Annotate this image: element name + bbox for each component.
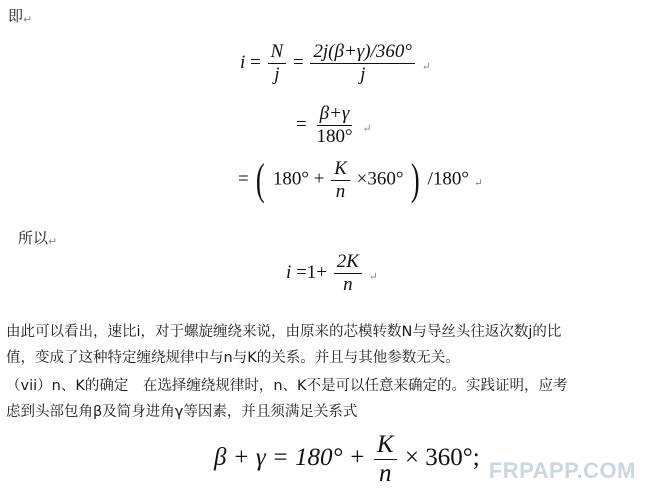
watermark: FRPAPP.COM xyxy=(488,458,636,483)
fraction-n-over-j: $\frac{N}{j}$ xyxy=(268,42,287,85)
fraction-beta-gamma: $\frac{\beta+\gamma}{180^\circ}$ xyxy=(316,103,353,147)
so-word: 所以↵ xyxy=(18,229,58,248)
equation-speed-ratio-1: i = $\frac{N}{j}$ = $\frac{2j(\beta+\gamma)/360^\circ}{j}$ ↵ xyxy=(240,41,431,85)
fraction-k-over-n: $\frac{K}{n}$ xyxy=(331,159,350,202)
paragraph-line-3: （vii）n、K的确定 在选择缠绕规律时，n、K不是可以任意来确定的。实践证明，应考 xyxy=(6,378,568,394)
paragraph-line-2: 值，变成了这种特定缠绕规律中与n与K的关系。并且与其他参数无关。 xyxy=(6,350,460,366)
equation-speed-ratio-2: = $\frac{\beta+\gamma}{180^\circ}$ ↵ xyxy=(296,103,372,147)
paragraph-line-4: 虑到头部包角β及简身进角γ等因素，并且须满足关系式 xyxy=(6,404,358,420)
intro-word: 即↵ xyxy=(8,7,33,26)
paragraph-line-1: 由此可以看出，速比i，对于螺旋缠绕来说，由原来的芯模转数N与导丝头往返次数j的比 xyxy=(6,324,562,340)
fraction-k-over-n-large: $\frac{K}{n}$ xyxy=(374,432,397,487)
equation-speed-ratio-result: i =1+ $\frac{2K}{n}$ ↵ xyxy=(286,251,378,295)
equation-winding-condition: β + γ = 180° + $\frac{K}{n}$ × 360°; xyxy=(214,431,480,487)
fraction-2k-over-n: $\frac{2K}{n}$ xyxy=(334,252,362,295)
fraction-helix: $\frac{2j(\beta+\gamma)/360^\circ}{j}$ xyxy=(310,42,415,85)
equation-speed-ratio-3: = ( 180° + $\frac{K}{n}$ ×360° ) /180° ↵ xyxy=(238,155,483,204)
